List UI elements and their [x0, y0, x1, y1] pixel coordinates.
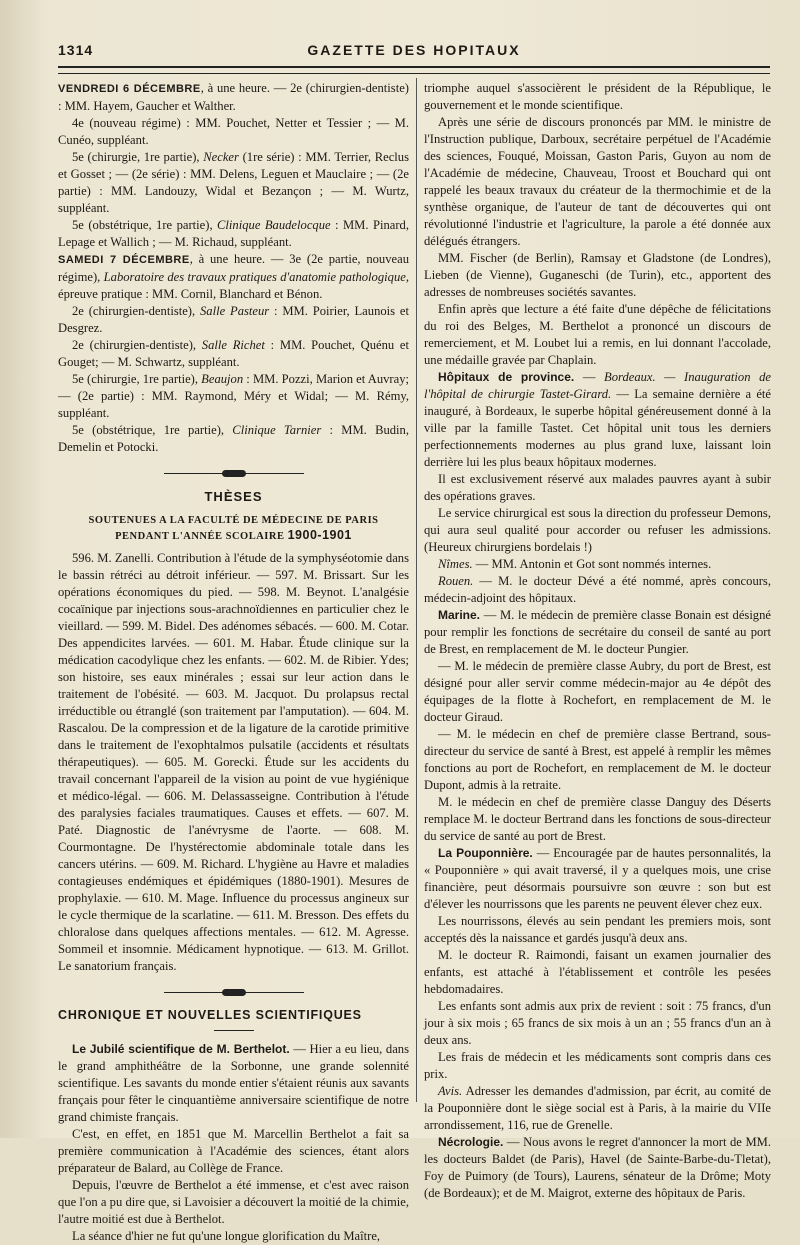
right-column: [424, 80, 771, 1202]
page-header: [58, 38, 770, 64]
hopitaux-province: Hôpitaux de province. — Bordeaux. — Inauguration de l'hôpital de chirurgie Tastet-Girard. — La semaine dernière a été inauguré, à Bordeaux, le superbe hôpital généreusement donné à la ville par la famille Tastet. Cet hôpital unit tous les derniers perfectionnements modernes au plus grand luxe, laissant loin derrière lui les plus beaux hôpitaux modernes.: [424, 370, 772, 469]
rouen-paragraph: Rouen. — M. le docteur Dévé a été nommé, après concours, médecin-adjoint des hôpitaux.: [424, 574, 771, 605]
exam-4e: 4e (nouveau régime) : MM. Pouchet, Netter et Tessier ; — M. Cunéo, suppléant.: [58, 116, 409, 147]
theses-list: 596. M. Zanelli. Contribution à l'étude de la symphyséotomie dans le bassin rétréci au détroit inférieur. — 597. M. Brissart. Sur les opérations économiques du pied. — 598. M. Beynot. L'analgésie cocaïnique par injections sous-arachnoïdiennes en particulier chez le vieillard. — 599. M. Bidel. Des adénomes sébacés. — 600. M. Cotar. Des appendicites larvées. — 601. M. Habar. Étude clinique sur la médication cacodylique chez les enfants. — 602. M. de Ribier. Ydes; son histoire, ses eaux minérales ; essai sur leur action dans le traitement de l'obésité. — 603. M. Jacquot. Du prolapsus rectal irréductible ou étranglé (son traitement par l'amputation). — 604. M. Rascalou. De la compression et de la ligature de la carotide primitive dans le traitement de l'exophtalmos pulsatile (accidents et résultats thérapeutiques). — 605. M. Gorecki. Étude sur les accidents du travail concernant l'appareil de la vision au point de vue hygiénique et médico-légal. — 606. M. Delassasseigne. Contribution à l'étude des paralysies faciales traumatiques. Causes et effets. — 607. M. Paté. Diagnostic de l'anévrysme de l'aorte. — 608. M. Courmontagne. De l'hystérectomie abdominale totale dans les cancers utérins. — 609. M. Richard. L'hygiène au Havre et maladies contagieuses endémiques et épidémiques (1880-1901). Mesures de prophylaxie. — 610. M. Mage. Influence du processus angineux sur le cycle thermique de la scarlatine. — 611. M. Bresson. Des effets du chloralose dans quelques affections mentales. — 612. M. Agresse. Sommeil et insomnie. Médicament hypnotique. — 613. M. Grillot. Le sanatorium français.: [58, 551, 409, 973]
page-number: 1314: [58, 42, 94, 58]
jubile-delegues: MM. Fischer (de Berlin), Ramsay et Gladstone (de Londres), Lieben (de Vienne), Guganeschi (de Turin), etc., apportent des adresses de nombreuses sociétés savantes.: [424, 251, 771, 299]
ornament-divider: [164, 989, 304, 997]
left-column: [58, 80, 409, 1245]
jubile-continuation: triomphe auquel s'associèrent le président de la République, le gouvernement et le monde scientifique.: [424, 81, 771, 112]
hopital-service: Le service chirurgical est sous la direction du professeur Demons, qui aura seul qualité pour accorder ou refuser les admissions. (Heureux chirurgiens bordelais !): [424, 506, 771, 554]
jubile-medaille: Enfin après que lecture a été faite d'une dépêche de félicitations du roi des Belges, M. Berthelot a prononcé un discours de remerciement, et M. Loubet lui a remis, en lui donnant l'accolade, une médaille gravée par Chaplain.: [424, 302, 771, 367]
chronique-title: CHRONIQUE ET NOUVELLES SCIENTIFIQUES: [58, 1008, 362, 1022]
marine-paragraph-3: — M. le médecin en chef de première classe Bertrand, sous-directeur du service de santé à Brest, est appelé à remplir les mêmes fonctions au port de Rochefort, en remplacement de M. le docteur Dupont, admis à la retraite.: [424, 727, 771, 792]
exam-beaujon: 5e (chirurgie, 1re partie), Beaujon : MM. Pozzi, Marion et Auvray; — (2e partie) : MM. Raymond, Méry et Widal; — M. Rémy, suppléant.: [58, 372, 409, 420]
theses-subtitle: SOUTENUES A LA FACULTÉ DE MÉDECINE DE PARIS PENDANT L'ANNÉE SCOLAIRE 1900-1901: [88, 515, 379, 542]
ornament-divider: [164, 470, 304, 478]
hopital-reserve: Il est exclusivement réservé aux malades pauvres ayant à subir des opérations graves.: [424, 472, 771, 503]
jubile-discours: Après une série de discours prononcés par MM. le ministre de l'Instruction publique, Darboux, secrétaire perpétuel de l'Académie des sciences, Fouqué, Moissan, Gaston Paris, Guyon au nom de l'Académie de médecine, Chauveau, Troost et Bouchard qui ont rappelé les beaux travaux du créateur de la thermochimie et de la synthèse organique, de l'auteur de tant de découvertes qui ont révolutionné l'industrie et l'agriculture, la parole a été donnée aux délégués étrangers.: [424, 115, 771, 248]
jubile-paragraph-4: La séance d'hier ne fut qu'une longue glorification du Maître,: [72, 1229, 381, 1243]
marine-paragraph-4: M. le médecin en chef de première classe Danguy des Déserts remplace M. le docteur Bertrand dans les fonctions de sous-directeur du service de santé au port de Brest.: [424, 795, 771, 843]
running-title: GAZETTE DES HOPITAUX: [307, 42, 521, 58]
jubile-paragraph-3: Depuis, l'œuvre de Berthelot a été immense, et c'est avec raison que l'on a pu dire que, si Lavoisier a découvert la moitié de la chimie, l'autre moitié est due à Berthelot.: [58, 1178, 409, 1226]
exam-salle-pasteur: 2e (chirurgien-dentiste), Salle Pasteur : MM. Poirier, Launois et Desgrez.: [58, 304, 409, 335]
nimes-paragraph: Nîmes. — MM. Antonin et Got sont nommés internes.: [438, 557, 712, 571]
marine-paragraph: Marine. — M. le médecin de première classe Bonain est désigné pour remplir les fonctions de secrétaire du conseil de santé au port de Brest, en remplacement de M. le docteur Pungier.: [424, 608, 771, 656]
exam-5e-obstetrique: 5e (obstétrique, 1re partie), Clinique Baudelocque : MM. Pinard, Lepage et Wallich ; — M. Richaud, suppléant.: [58, 218, 409, 249]
necrologie-paragraph: Nécrologie. — Nous avons le regret d'annoncer la mort de MM. les docteurs Baldet (de Paris), Havel (de Sainte-Barbe-du-Tletat), Foy de Puimory (de Tours), Laurens, sénateur de la Drôme; Moty (de Bordeaux); et de M. Maigrot, externe des hôpitaux de Paris.: [424, 1135, 771, 1200]
exam-salle-richet: 2e (chirurgien-dentiste), Salle Richet : MM. Pouchet, Quénu et Gouget; — M. Schwartz, suppléant.: [58, 338, 410, 369]
pouponniere-paragraph-3: M. le docteur R. Raimondi, faisant un examen journalier des enfants, est attaché à l'établissement et contrôle les pesées hebdomadaires.: [424, 948, 771, 996]
exam-tarnier: 5e (obstétrique, 1re partie), Clinique Tarnier : MM. Budin, Demelin et Potocki.: [58, 423, 410, 454]
exam-5e-chirurgie: 5e (chirurgie, 1re partie), Necker (1re série) : MM. Terrier, Reclus et Gosset ; — (2e série) : MM. Delens, Leguen et Mauclaire ; — (2e partie) : MM. Landouzy, Widal et Bezançon ; — M. Wurtz, suppléant.: [58, 150, 409, 215]
jubile-paragraph: Le Jubilé scientifique de M. Berthelot. — Hier a eu lieu, dans le grand amphithéâtre de la Sorbonne, une grande solennité scientifique. Les savants du monde entier s'étaient réunis aux savants français pour fêter le cinquantième anniversaire scientifique de notre grand chimiste français.: [58, 1042, 409, 1124]
avis-paragraph: Avis. Adresser les demandes d'admission, par écrit, au comité de la Pouponnière dont le siège social est à Paris, à la mairie du VIIe arrondissement, 116, rue de Grenelle.: [424, 1084, 771, 1132]
pouponniere-paragraph-2: Les nourrissons, élevés au sein pendant les premiers mois, sont acceptés dès la naissance et gardés jusqu'à deux ans.: [424, 914, 771, 945]
short-rule: [214, 1030, 254, 1031]
exam-friday: VENDREDI 6 DÉCEMBRE, à une heure. — 2e (chirurgien-dentiste) : MM. Hayem, Gaucher et Walther.: [58, 81, 409, 113]
pouponniere-paragraph-4: Les enfants sont admis aux prix de revient : soit : 75 francs, d'un jour à six mois ; 65 francs de six mois à un an ; 55 francs d'un an à deux ans.: [424, 999, 771, 1047]
exam-saturday: SAMEDI 7 DÉCEMBRE, à une heure. — 3e (2e partie, nouveau régime), Laboratoire des travaux pratiques d'anatomie pathologique, épreuve pratique : MM. Cornil, Blanchard et Bénon.: [58, 252, 409, 301]
pouponniere-paragraph-5: Les frais de médecin et les médicaments sont compris dans ces prix.: [424, 1050, 771, 1081]
pouponniere-paragraph: La Pouponnière. — Encouragée par de hautes personnalités, la « Pouponnière » qui avait traversé, il y a quelques mois, une crise financière, peut désormais poursuivre son œuvre : son but est d'élever les nourrissons que les parents ne peuvent élever chez eux.: [424, 846, 771, 911]
column-divider: [416, 78, 417, 1102]
jubile-paragraph-2: C'est, en effet, en 1851 que M. Marcellin Berthelot a fait sa première communication à l'Académie des sciences, étant alors préparateur de Balard, au Collège de France.: [58, 1127, 409, 1175]
header-rule: [58, 66, 770, 74]
theses-title: THÈSES: [204, 489, 263, 504]
marine-paragraph-2: — M. le médecin de première classe Aubry, du port de Brest, est désigné pour aller servir comme médecin-major au 4e dépôt des équipages de la flotte à Rochefort, en remplacement de M. le docteur Giraud.: [424, 659, 771, 724]
